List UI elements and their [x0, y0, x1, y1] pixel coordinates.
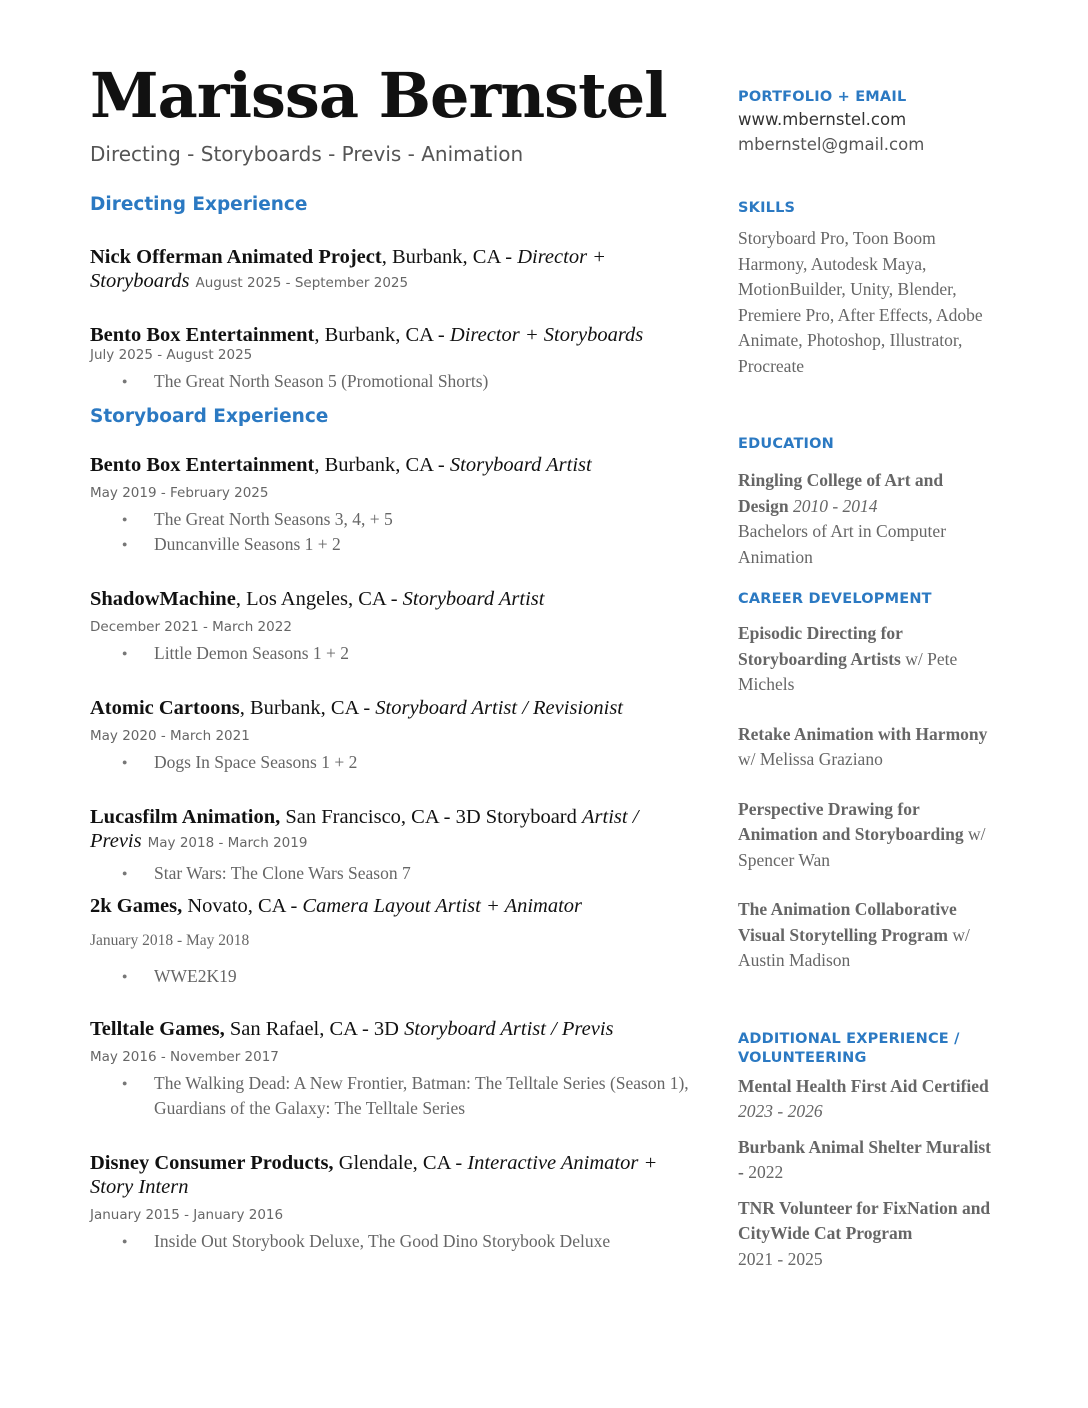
entry-date: August 2025 - September 2025: [195, 275, 409, 292]
list-item: ● The Great North Season 5 (Promotional Shorts): [154, 369, 700, 394]
entry-date: July 2025 - August 2025: [90, 347, 253, 364]
entry-list: [90, 750, 700, 775]
sidebar-column: [738, 88, 993, 1272]
experience-entry: [90, 894, 700, 989]
list-item: ● WWE2K19: [154, 964, 700, 989]
entry-company: Bento Box Entertainment: [90, 324, 315, 347]
entry-company: 2k Games,: [90, 895, 183, 918]
entry-company: Lucasfilm Animation,: [90, 806, 281, 829]
career-title: CAREER DEVELOPMENT: [738, 591, 932, 607]
entry-role: Director + Storyboards: [449, 324, 644, 347]
career-course: Episodic Directing for Storyboarding Artists: [738, 623, 903, 669]
education-entry: [738, 468, 993, 570]
additional-date: 2023 - 2026: [738, 1101, 823, 1121]
entry-list: [90, 1071, 700, 1121]
entry-list: [90, 369, 700, 394]
entry-role: Camera Layout Artist + Animator: [302, 895, 583, 918]
additional-name: TNR Volunteer for FixNation and CityWide Cat Program: [738, 1197, 991, 1243]
additional-item: [738, 1074, 993, 1125]
entry-role: Storyboard Artist / Revisionist: [375, 697, 623, 720]
additional-date: 2022: [748, 1162, 784, 1182]
additional-date: 2021 - 2025: [738, 1248, 823, 1269]
additional-item: [738, 1135, 993, 1186]
entry-company: Atomic Cartoons: [90, 697, 240, 720]
list-item: ● Little Demon Seasons 1 + 2: [154, 641, 700, 666]
entry-location: , Burbank, CA -: [381, 246, 518, 269]
career-instructor: w/ Pete Michels: [738, 648, 958, 694]
entry-company: Telltale Games,: [90, 1018, 225, 1041]
entry-heading: [90, 1151, 700, 1199]
tagline: Directing - Storyboards - Previs - Animation: [90, 142, 524, 167]
candidate-name: Marissa Bernstel: [90, 59, 667, 132]
career-course: The Animation Collaborative Visual Storytelling Program: [738, 899, 957, 945]
section-directing-title: Directing Experience: [90, 194, 308, 216]
entry-date: May 2018 - March 2019: [147, 835, 308, 852]
entry-heading: [90, 1017, 700, 1041]
contact-title: PORTFOLIO + EMAIL: [738, 89, 907, 105]
entry-heading: [90, 805, 700, 855]
education-school: Ringling College of Art and Design: [738, 470, 944, 516]
entry-location: San Francisco, CA - 3D Storyboard: [280, 806, 582, 829]
entry-date: May 2016 - November 2017: [90, 1049, 279, 1066]
entry-location: , Burbank, CA -: [314, 324, 450, 347]
list-item: ● Star Wars: The Clone Wars Season 7: [154, 861, 700, 886]
entry-list: [90, 507, 700, 557]
experience-entry: [90, 1017, 700, 1121]
experience-entry: [90, 1151, 700, 1254]
list-item: ● Duncanville Seasons 1 + 2: [154, 532, 700, 557]
skills-text: Storyboard Pro, Toon Boom Harmony, Autodesk Maya, MotionBuilder, Unity, Blender, Premiere Pro, After Effects, Adobe Animate, Photoshop, Illustrator, Procreate: [738, 228, 983, 376]
entry-date: May 2019 - February 2025: [90, 485, 269, 502]
career-course: Retake Animation with Harmony: [738, 723, 988, 744]
entry-role: Storyboard Artist: [402, 588, 545, 611]
additional-name: Mental Health First Aid Certified: [738, 1075, 989, 1096]
entry-company: Disney Consumer Products,: [90, 1152, 334, 1175]
entry-role: Storyboard Artist / Previs: [404, 1018, 614, 1041]
education-years: 2010 - 2014: [792, 495, 878, 516]
email-link[interactable]: mbernstel@gmail.com: [738, 135, 925, 154]
entry-location: , Burbank, CA -: [239, 697, 376, 720]
list-item: ● Inside Out Storybook Deluxe, The Good Dino Storybook Deluxe: [154, 1229, 700, 1254]
entry-date: January 2018 - May 2018: [90, 932, 250, 950]
experience-entry: [90, 323, 700, 394]
entry-location: , Los Angeles, CA -: [235, 588, 403, 611]
list-item: ● The Walking Dead: A New Frontier, Batman: The Telltale Series (Season 1), Guardians of the Galaxy: The Telltale Series: [154, 1071, 700, 1121]
experience-entry: [90, 245, 700, 295]
entry-heading: [90, 323, 700, 347]
entry-date: January 2015 - January 2016: [90, 1207, 284, 1224]
career-item: [738, 797, 993, 874]
career-item: [738, 621, 993, 698]
experience-entry: [90, 696, 700, 775]
list-item: ● The Great North Seasons 3, 4, + 5: [154, 507, 700, 532]
additional-name: Burbank Animal Shelter Muralist -: [738, 1136, 991, 1182]
entry-location: San Rafael, CA - 3D: [224, 1018, 405, 1041]
entry-role: Interactive Animator + Story Intern: [90, 1152, 658, 1199]
career-instructor: w/ Melissa Graziano: [738, 749, 883, 769]
entry-list: [90, 964, 700, 989]
entry-role: Artist / Previs: [90, 806, 639, 853]
career-instructor: w/ Spencer Wan: [738, 824, 986, 870]
entry-company: Nick Offerman Animated Project: [90, 246, 382, 269]
education-degree: Bachelors of Art in Computer Animation: [738, 521, 947, 567]
entry-heading: [90, 453, 700, 477]
entry-heading: [90, 696, 700, 720]
career-instructor: w/ Austin Madison: [738, 924, 970, 970]
website-link[interactable]: www.mbernstel.com: [738, 110, 907, 129]
skills-title: SKILLS: [738, 200, 796, 216]
career-item: [738, 897, 993, 974]
entry-date: December 2021 - March 2022: [90, 619, 292, 636]
entry-list: [90, 1229, 700, 1254]
entry-location: Novato, CA -: [182, 895, 303, 918]
main-column: [90, 59, 700, 1254]
entry-company: ShadowMachine: [90, 588, 236, 611]
experience-entry: [90, 587, 700, 666]
education-title: EDUCATION: [738, 436, 835, 452]
additional-title: ADDITIONAL EXPERIENCE / VOLUNTEERING: [738, 1030, 960, 1066]
entry-heading: [90, 587, 700, 611]
entry-date: May 2020 - March 2021: [90, 728, 250, 745]
career-item: [738, 722, 993, 773]
section-storyboard-title: Storyboard Experience: [90, 406, 329, 428]
entry-location: Glendale, CA -: [333, 1152, 468, 1175]
entry-list: [90, 861, 700, 886]
additional-item: [738, 1196, 993, 1273]
experience-entry: [90, 453, 700, 557]
career-course: Perspective Drawing for Animation and Storyboarding: [738, 798, 964, 844]
experience-entry: [90, 805, 700, 886]
entry-heading: [90, 894, 700, 918]
entry-role: Storyboard Artist: [449, 454, 592, 477]
list-item: ● Dogs In Space Seasons 1 + 2: [154, 750, 700, 775]
entry-list: [90, 641, 700, 666]
entry-role: Director + Storyboards: [90, 246, 607, 293]
entry-company: Bento Box Entertainment: [90, 454, 315, 477]
entry-heading: [90, 245, 700, 295]
entry-location: , Burbank, CA -: [314, 454, 450, 477]
